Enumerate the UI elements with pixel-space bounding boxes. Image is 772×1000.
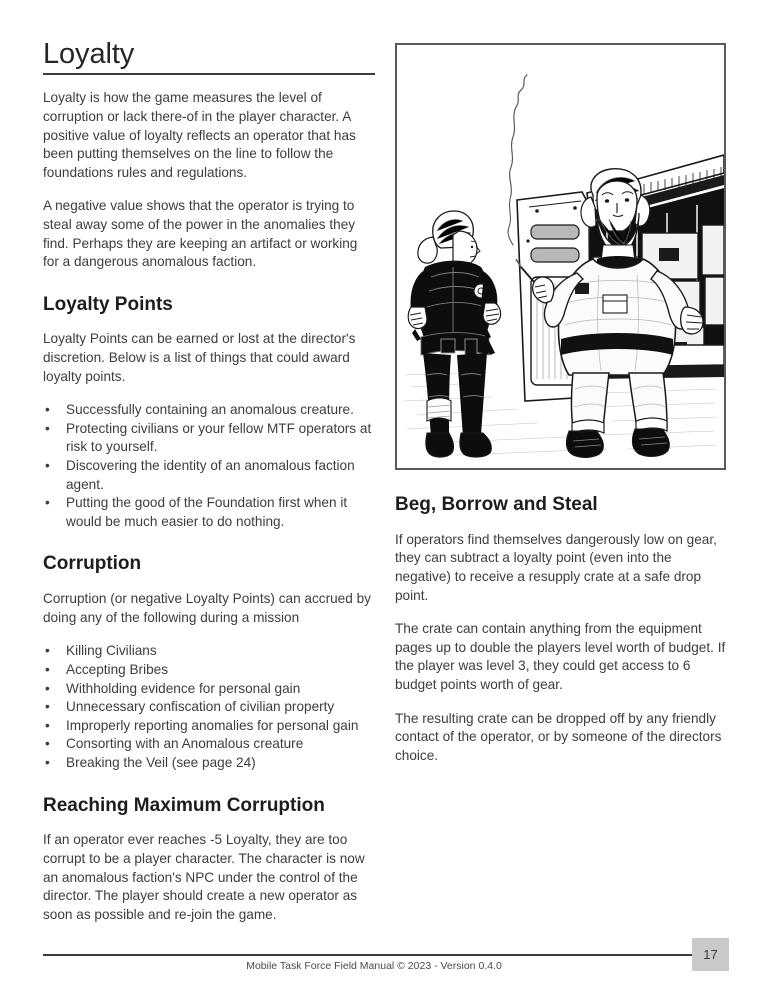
list-item-label: Protecting civilians or your fellow MTF operators at risk to yourself. bbox=[66, 420, 372, 455]
bullet-icon: • bbox=[45, 717, 50, 733]
bullet-icon: • bbox=[45, 495, 50, 511]
list-item bbox=[43, 661, 375, 680]
list-item-label: Unnecessary confiscation of civilian property bbox=[66, 699, 335, 715]
loyalty-points-list bbox=[43, 401, 375, 531]
list-item-label: Discovering the identity of an anomalous faction agent. bbox=[66, 458, 355, 492]
corruption-list bbox=[43, 642, 375, 772]
section-heading-corruption: Corruption bbox=[43, 553, 142, 575]
list-item bbox=[43, 754, 375, 773]
title-divider bbox=[43, 73, 375, 75]
max-corruption-paragraph: If an operator ever reaches -5 Loyalty, they are too corrupt to be a player character. The character is now an anomalous faction's NPC under the control of the director. The player should create a new operator as soon as possible and re-join the game. bbox=[43, 832, 365, 922]
list-item-label: Improperly reporting anomalies for personal gain bbox=[66, 717, 359, 733]
page-number-badge: 17 bbox=[692, 938, 729, 971]
list-item bbox=[43, 642, 375, 661]
bullet-icon: • bbox=[45, 662, 50, 677]
list-item-label: Withholding evidence for personal gain bbox=[66, 680, 301, 696]
right-column bbox=[395, 494, 727, 780]
bullet-icon: • bbox=[45, 458, 50, 474]
bullet-icon: • bbox=[45, 754, 50, 770]
beg-borrow-paragraph-2: The crate can contain anything from the equipment pages up to double the players level worth of budget. If the player was level 3, they could get access to 6 budget points worth of gear. bbox=[395, 621, 726, 692]
page-title: Loyalty bbox=[43, 38, 135, 70]
list-item bbox=[43, 717, 375, 736]
bullet-icon: • bbox=[45, 643, 50, 659]
list-item-label: Breaking the Veil (see page 24) bbox=[66, 754, 256, 770]
list-item bbox=[43, 401, 375, 420]
intro-paragraph-2: A negative value shows that the operator is trying to steal away some of the power in the anomalies they find. Perhaps they are keeping an artifact or working for a dangerous anomalous faction. bbox=[43, 198, 358, 270]
list-item-label: Putting the good of the Foundation first when it would be much easier to do nothing. bbox=[66, 495, 348, 529]
footer-divider bbox=[43, 954, 705, 956]
bullet-icon: • bbox=[45, 680, 50, 696]
list-item-label: Consorting with an Anomalous creature bbox=[66, 736, 304, 752]
bullet-icon: • bbox=[45, 736, 50, 752]
list-item bbox=[43, 680, 375, 699]
list-item bbox=[43, 494, 375, 531]
corruption-paragraph: Corruption (or negative Loyalty Points) can accrued by doing any of the following during a mission bbox=[43, 591, 371, 625]
section-heading-loyalty-points: Loyalty Points bbox=[43, 293, 173, 315]
illustration-frame bbox=[395, 43, 726, 470]
list-item bbox=[43, 457, 375, 494]
illustration-artwork bbox=[397, 45, 724, 468]
bullet-icon: • bbox=[45, 420, 50, 436]
footer-copyright: Mobile Task Force Field Manual © 2023 - Version 0.4.0 bbox=[246, 960, 502, 972]
list-item bbox=[43, 420, 375, 457]
list-item-label: Accepting Bribes bbox=[66, 662, 169, 677]
left-column bbox=[43, 38, 375, 939]
beg-borrow-paragraph-3: The resulting crate can be dropped off by any friendly contact of the operator, or by someone of the directors choice. bbox=[395, 710, 722, 763]
beg-borrow-paragraph-1: If operators find themselves dangerously low on gear, they can subtract a loyalty point (even into the negative) to receive a resupply crate at a safe drop point. bbox=[395, 531, 717, 603]
loyalty-points-paragraph: Loyalty Points can be earned or lost at the director's discretion. Below is a list of things that could award loyalty points. bbox=[43, 331, 356, 384]
list-item-label: Successfully containing an anomalous creature. bbox=[66, 402, 354, 418]
bullet-icon: • bbox=[45, 699, 50, 715]
intro-paragraph-1: Loyalty is how the game measures the level of corruption or lack there-of in the player character. A positive value of loyalty reflects an operator that has been putting themselves on the line to follow the foundations rules and regulations. bbox=[43, 90, 356, 180]
list-item bbox=[43, 698, 375, 717]
section-heading-reaching-maximum-corruption: Reaching Maximum Corruption bbox=[43, 794, 325, 816]
bullet-icon: • bbox=[45, 402, 50, 418]
list-item-label: Killing Civilians bbox=[66, 643, 157, 659]
list-item bbox=[43, 735, 375, 754]
section-heading-beg-borrow-and-steal: Beg, Borrow and Steal bbox=[395, 494, 598, 515]
